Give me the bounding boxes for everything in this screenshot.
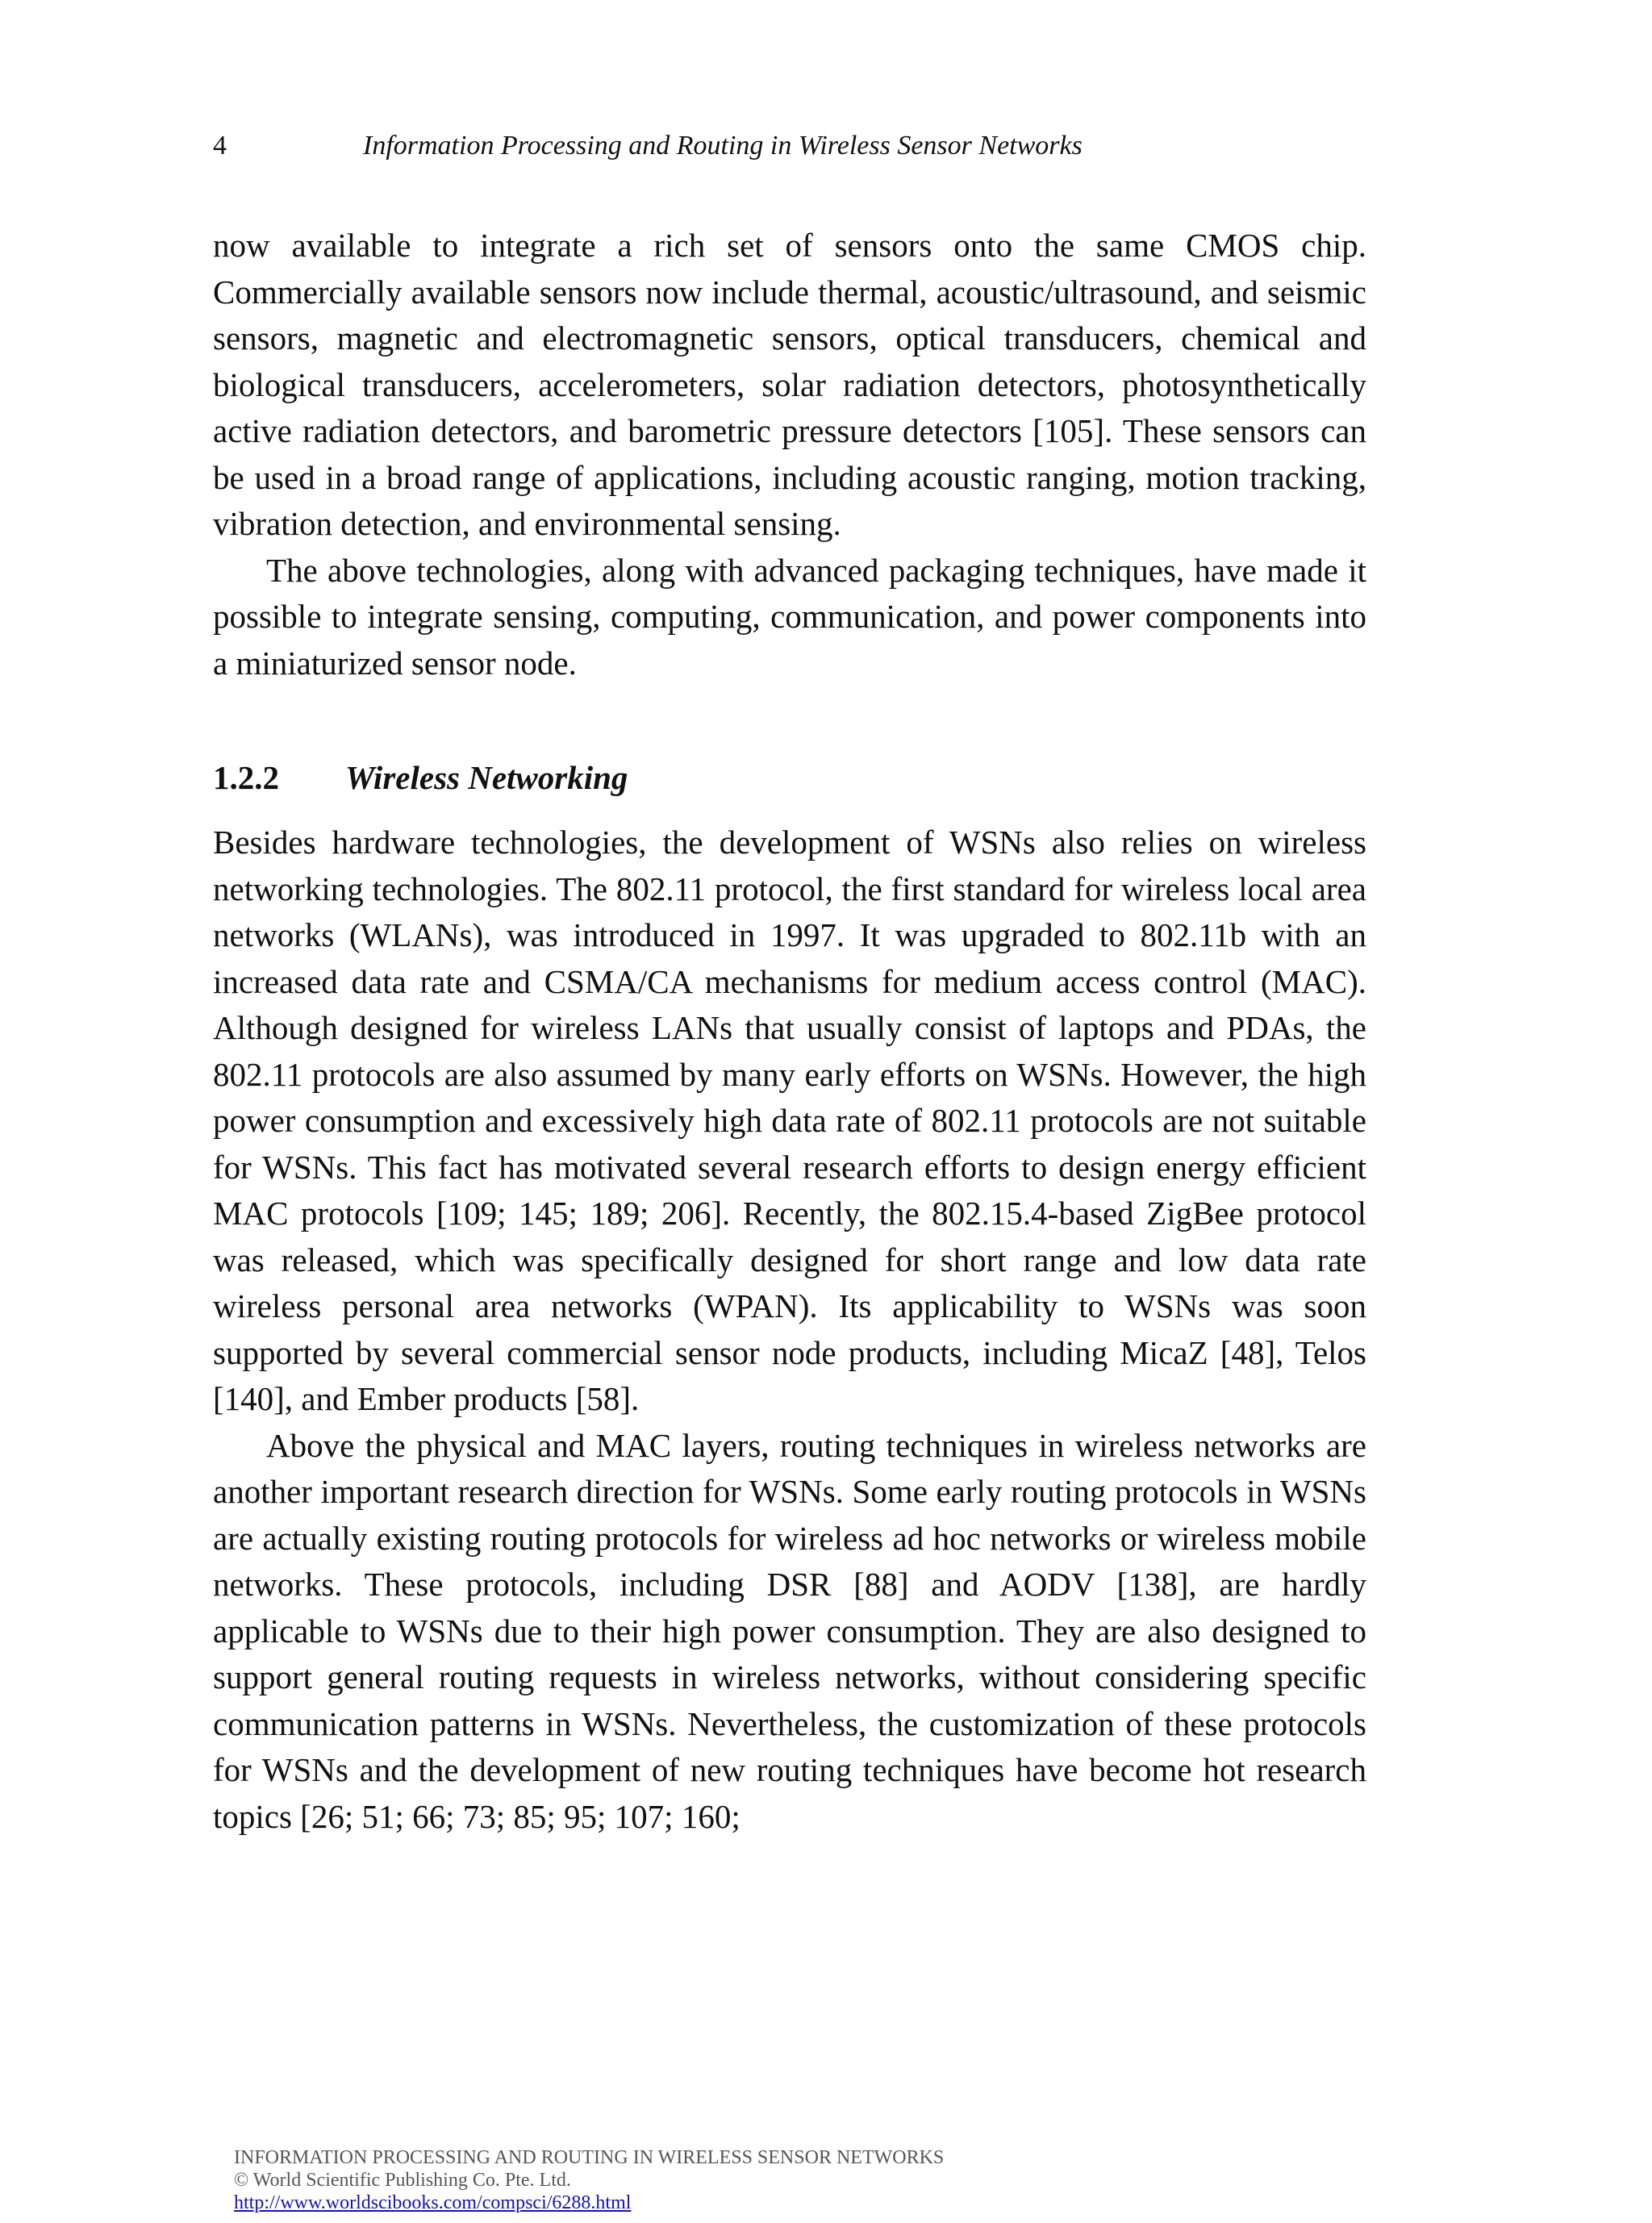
paragraph-wireless-standards: Besides hardware technologies, the development of WSNs also relies on wireless networking technologies. The 802.11 protocol, the first standard for wireless local area networks (WLANs), was introduced in 1997. It was upgraded to 802.11b with an increased data rate and CSMA/CA mechanisms for medium access control (MAC). Although designed for wireless LANs that usually consist of laptops and PDAs, the 802.11 protocols are also assumed by many early efforts on WSNs. However, the high power consumption and excessively high data rate of 802.11 protocols are not suitable for WSNs. This fact has motivated several research efforts to design energy efficient MAC protocols [109; 145; 189; 206]. Recently, the 802.15.4-based ZigBee protocol was released, which was specifically designed for short range and low data rate wireless personal area networks (WPAN). Its applicability to WSNs was soon supported by several commercial sensor node products, including MicaZ [48], Telos [140], and Ember products [58].	[213, 824, 1366, 1417]
section-heading-wireless-networking	[213, 755, 1366, 801]
section-number: 1.2.2	[213, 759, 279, 796]
paragraph-sensor-types: now available to integrate a rich set of sensors onto the same CMOS chip. Commercially available sensors now include thermal, acoustic/ultrasound, and seismic sensors, magnetic and electromagnetic sensors, optical transducers, chemical and biological transducers, accelerometers, solar radiation detectors, photosynthetically active radiation detectors, and barometric pressure detectors [105]. These sensors can be used in a broad range of applications, including acoustic ranging, motion tracking, vibration detection, and environmental sensing.	[213, 227, 1366, 542]
publisher-url-link[interactable]: http://www.worldscibooks.com/compsci/6288.html	[234, 2192, 632, 2213]
footer-book-title: INFORMATION PROCESSING AND ROUTING IN WIRELESS SENSOR NETWORKS	[234, 2147, 945, 2168]
footer-copyright: © World Scientific Publishing Co. Pte. Ltd.	[234, 2170, 571, 2191]
running-title: Information Processing and Routing in Wireless Sensor Networks	[363, 131, 1083, 161]
running-header	[213, 126, 1366, 166]
publisher-footer	[234, 2146, 1202, 2214]
paragraph-integration: The above technologies, along with advanced packaging techniques, have made it possible to integrate sensing, computing, communication, and power components into a miniaturized sensor node.	[213, 551, 1366, 682]
paragraph-routing-techniques: Above the physical and MAC layers, routing techniques in wireless networks are another important research direction for WSNs. Some early routing protocols in WSNs are actually existing routing protocols for wireless ad hoc networks or wireless mobile networks. These protocols, including DSR [88] and AODV [138], are hardly applicable to WSNs due to their high power consumption. They are also designed to support general routing requests in wireless networks, without considering specific communication patterns in WSNs. Nevertheless, the customization of these protocols for WSNs and the development of new routing techniques have become hot research topics [26; 51; 66; 73; 85; 95; 107; 160;	[213, 1426, 1366, 1835]
section-title: Wireless Networking	[345, 759, 628, 796]
main-text	[213, 223, 1366, 1840]
page-number: 4	[213, 131, 227, 161]
